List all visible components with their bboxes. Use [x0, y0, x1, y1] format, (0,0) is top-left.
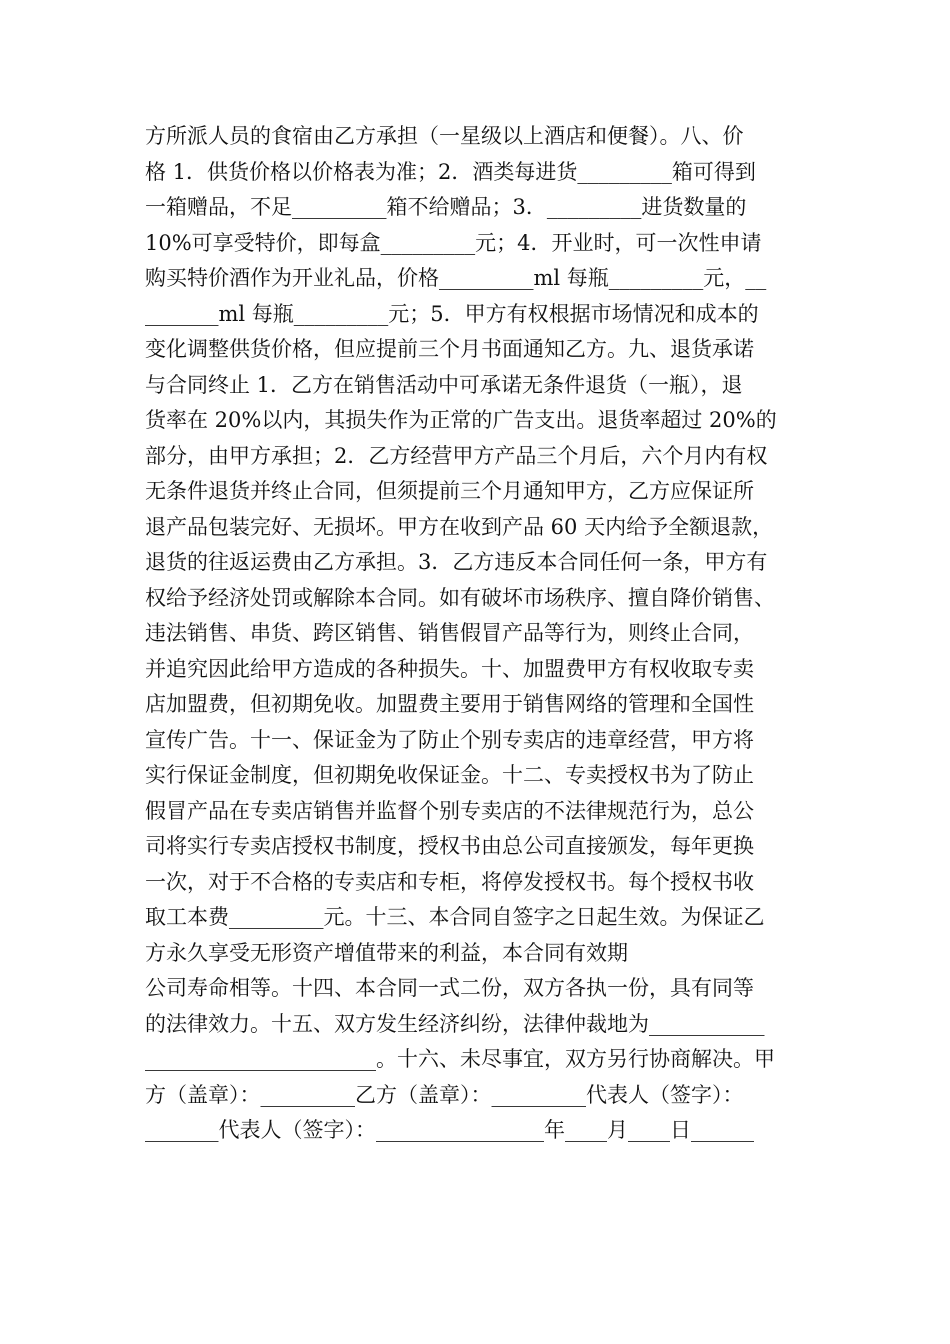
text-line: _______ml 每瓶_________元；5．甲方有权根据市场情况和成本的 [145, 301, 759, 326]
text-line: 变化调整供货价格，但应提前三个月书面通知乙方。九、退货承诺 [145, 337, 754, 361]
text-line: 权给予经济处罚或解除本合同。如有破坏市场秩序、擅自降价销售、 [145, 585, 775, 610]
contract-body-text [145, 119, 815, 1149]
text-line: 方永久享受无形资产增值带来的利益，本合同有效期 [145, 940, 628, 965]
text-line: 店加盟费，但初期免收。加盟费主要用于销售网络的管理和全国性 [145, 692, 754, 716]
text-line: ______________________。十六、未尽事宜，双方另行协商解决。甲 [145, 1047, 775, 1071]
text-line: 的法律效力。十五、双方发生经济纠纷，法律仲裁地为___________ [145, 1011, 765, 1036]
text-line: 方（盖章）：_________乙方（盖章）：_________代表人（签字）： [145, 1082, 744, 1107]
text-line: 部分，由甲方承担；2．乙方经营甲方产品三个月后，六个月内有权 [145, 443, 768, 468]
text-line: 退货的往返运费由乙方承担。3．乙方违反本合同任何一条，甲方有 [145, 550, 768, 574]
text-line: 格 1．供货价格以价格表为准；2．酒类每进货_________箱可得到 [145, 159, 756, 184]
text-line: 退产品包装完好、无损坏。甲方在收到产品 60 天内给予全额退款， [145, 514, 774, 539]
text-line: 并追究因此给甲方造成的各种损失。十、加盟费甲方有权收取专卖 [145, 656, 754, 681]
text-line: 司将实行专卖店授权书制度，授权书由总公司直接颁发，每年更换 [145, 834, 754, 858]
text-line: 10%可享受特价，即每盒_________元；4．开业时，可一次性申请 [145, 230, 762, 255]
text-line: 货率在 20%以内，其损失作为正常的广告支出。退货率超过 20%的 [145, 408, 777, 432]
text-line: 购买特价酒作为开业礼品，价格_________ml 每瓶_________元，__ [145, 266, 767, 290]
text-line: 与合同终止 1．乙方在销售活动中可承诺无条件退货（一瓶），退 [145, 372, 743, 397]
text-line: 取工本费_________元。十三、本合同自签字之日起生效。为保证乙 [145, 905, 765, 929]
text-line: 违法销售、串货、跨区销售、销售假冒产品等行为，则终止合同， [145, 621, 754, 645]
text-line: 宣传广告。十一、保证金为了防止个别专卖店的违章经营，甲方将 [145, 727, 754, 752]
text-line: 实行保证金制度，但初期免收保证金。十二、专卖授权书为了防止 [145, 763, 754, 787]
text-line: 一次，对于不合格的专卖店和专柜，将停发授权书。每个授权书收 [145, 869, 754, 894]
text-line: 公司寿命相等。十四、本合同一式二份，双方各执一份，具有同等 [145, 976, 754, 1000]
text-line: 方所派人员的食宿由乙方承担（一星级以上酒店和便餐）。八、价 [145, 124, 744, 148]
text-line: 假冒产品在专卖店销售并监督个别专卖店的不法律规范行为，总公 [145, 798, 754, 823]
text-line: 一箱赠品，不足_________箱不给赠品；3．_________进货数量的 [145, 195, 747, 219]
text-line: _______代表人（签字）：________________年____月____日______ [145, 1118, 754, 1142]
text-line: 无条件退货并终止合同，但须提前三个月通知甲方，乙方应保证所 [145, 479, 754, 503]
